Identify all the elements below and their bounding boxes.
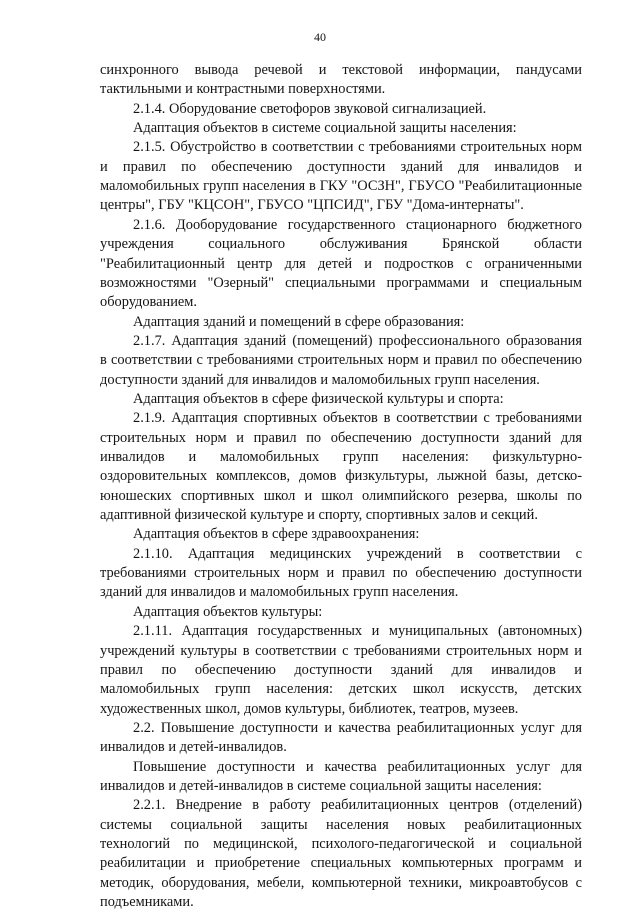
text-line: Адаптация зданий и помещений в сфере образования: (133, 313, 465, 330)
text-line: инвалидов и маломобильных групп населения: физкультурно- (100, 449, 582, 465)
text-line: доступности зданий для инвалидов и маломобильных групп населения. (100, 371, 540, 388)
text-line: адаптивной физической культуре и спорту, спортивных залов и секций. (100, 507, 538, 524)
text-line: инвалидов и детей-инвалидов в системе социальной защиты населения: (100, 777, 542, 794)
text-line: возможностями "Озерный" специальными программами и специальным (100, 274, 582, 291)
text-line: методик, оборудования, мебели, компьютерной техники, микроавтобусов с (100, 874, 582, 891)
text-line: художественных школ, домов культуры, библиотек, театров, музеев. (100, 700, 519, 717)
text-line: Повышение доступности и качества реабилитационных услуг для (133, 758, 582, 775)
text-line: Адаптация объектов в сфере физической культуры и спорта: (133, 390, 504, 407)
text-line: 2.2. Повышение доступности и качества реабилитационных услуг для (133, 719, 582, 736)
text-line: требованиями строительных норм и правил по обеспечению доступности (100, 565, 582, 582)
text-line: оздоровительных комплексов, домов физкультуры, лыжной базы, детско- (100, 468, 582, 485)
text-line: реабилитации и приобретение специальных компьютерных программ и (100, 855, 582, 872)
text-line: синхронного вывода речевой и текстовой информации, пандусами (100, 62, 582, 78)
text-line: 2.1.10. Адаптация медицинских учреждений в соответствии с (133, 545, 582, 562)
text-line: учреждений культуры в соответствии с требованиями строительных норм и (100, 642, 582, 659)
text-line: Адаптация объектов в системе социальной защиты населения: (133, 120, 517, 137)
text-line: в соответствии с требованиями строительных норм и правил по обеспечению (100, 352, 582, 369)
text-line: юношеских спортивных школ и школ олимпийского резерва, школы по (100, 487, 582, 504)
text-line: 2.1.5. Обустройство в соответствии с требованиями строительных норм (133, 139, 582, 156)
text-line: Адаптация объектов в сфере здравоохранения: (133, 526, 420, 543)
text-line: системы социальной защиты населения новых реабилитационных (100, 816, 582, 833)
text-line: 2.1.7. Адаптация зданий (помещений) профессионального образования (133, 332, 582, 349)
text-line: и правил по обеспечению доступности зданий для инвалидов и (100, 158, 582, 175)
text-line: 2.1.6. Дооборудование государственного стационарного бюджетного (133, 216, 582, 233)
text-line: маломобильных групп населения: детских школ искусств, детских (100, 681, 582, 698)
text-line: "Реабилитационный центр для детей и подростков с ограниченными (100, 255, 582, 272)
text-line: 2.1.11. Адаптация государственных и муниципальных (автономных) (133, 623, 582, 640)
text-line: подъемниками. (100, 894, 194, 911)
text-line: учреждения социального обслуживания Брянской области (100, 236, 582, 253)
text-line: правил по обеспечению доступности зданий для инвалидов и (100, 661, 582, 678)
text-line: тактильными и контрастными поверхностями. (100, 81, 386, 98)
text-line: оборудованием. (100, 294, 198, 311)
page-number: 40 (314, 30, 326, 44)
text-line: зданий для инвалидов и маломобильных групп населения. (100, 584, 459, 601)
text-line: технологий по медицинской, психолого-педагогической и социальной (100, 836, 582, 852)
text-line: маломобильных групп населения в ГКУ "ОСЗН", ГБУСО "Реабилитационные (100, 178, 582, 195)
text-line: строительных норм и правил по обеспечению доступности зданий для (100, 429, 582, 446)
text-line: центры", ГБУ "КЦСОН", ГБУСО "ЦПСИД", ГБУ "Дома-интернаты". (100, 197, 524, 214)
text-line: Адаптация объектов культуры: (133, 603, 323, 620)
text-line: 2.2.1. Внедрение в работу реабилитационных центров (отделений) (133, 797, 582, 814)
text-line: инвалидов и детей-инвалидов. (100, 739, 287, 756)
text-line: 2.1.9. Адаптация спортивных объектов в соответствии с требованиями (133, 410, 582, 427)
text-line: 2.1.4. Оборудование светофоров звуковой сигнализацией. (133, 100, 487, 117)
